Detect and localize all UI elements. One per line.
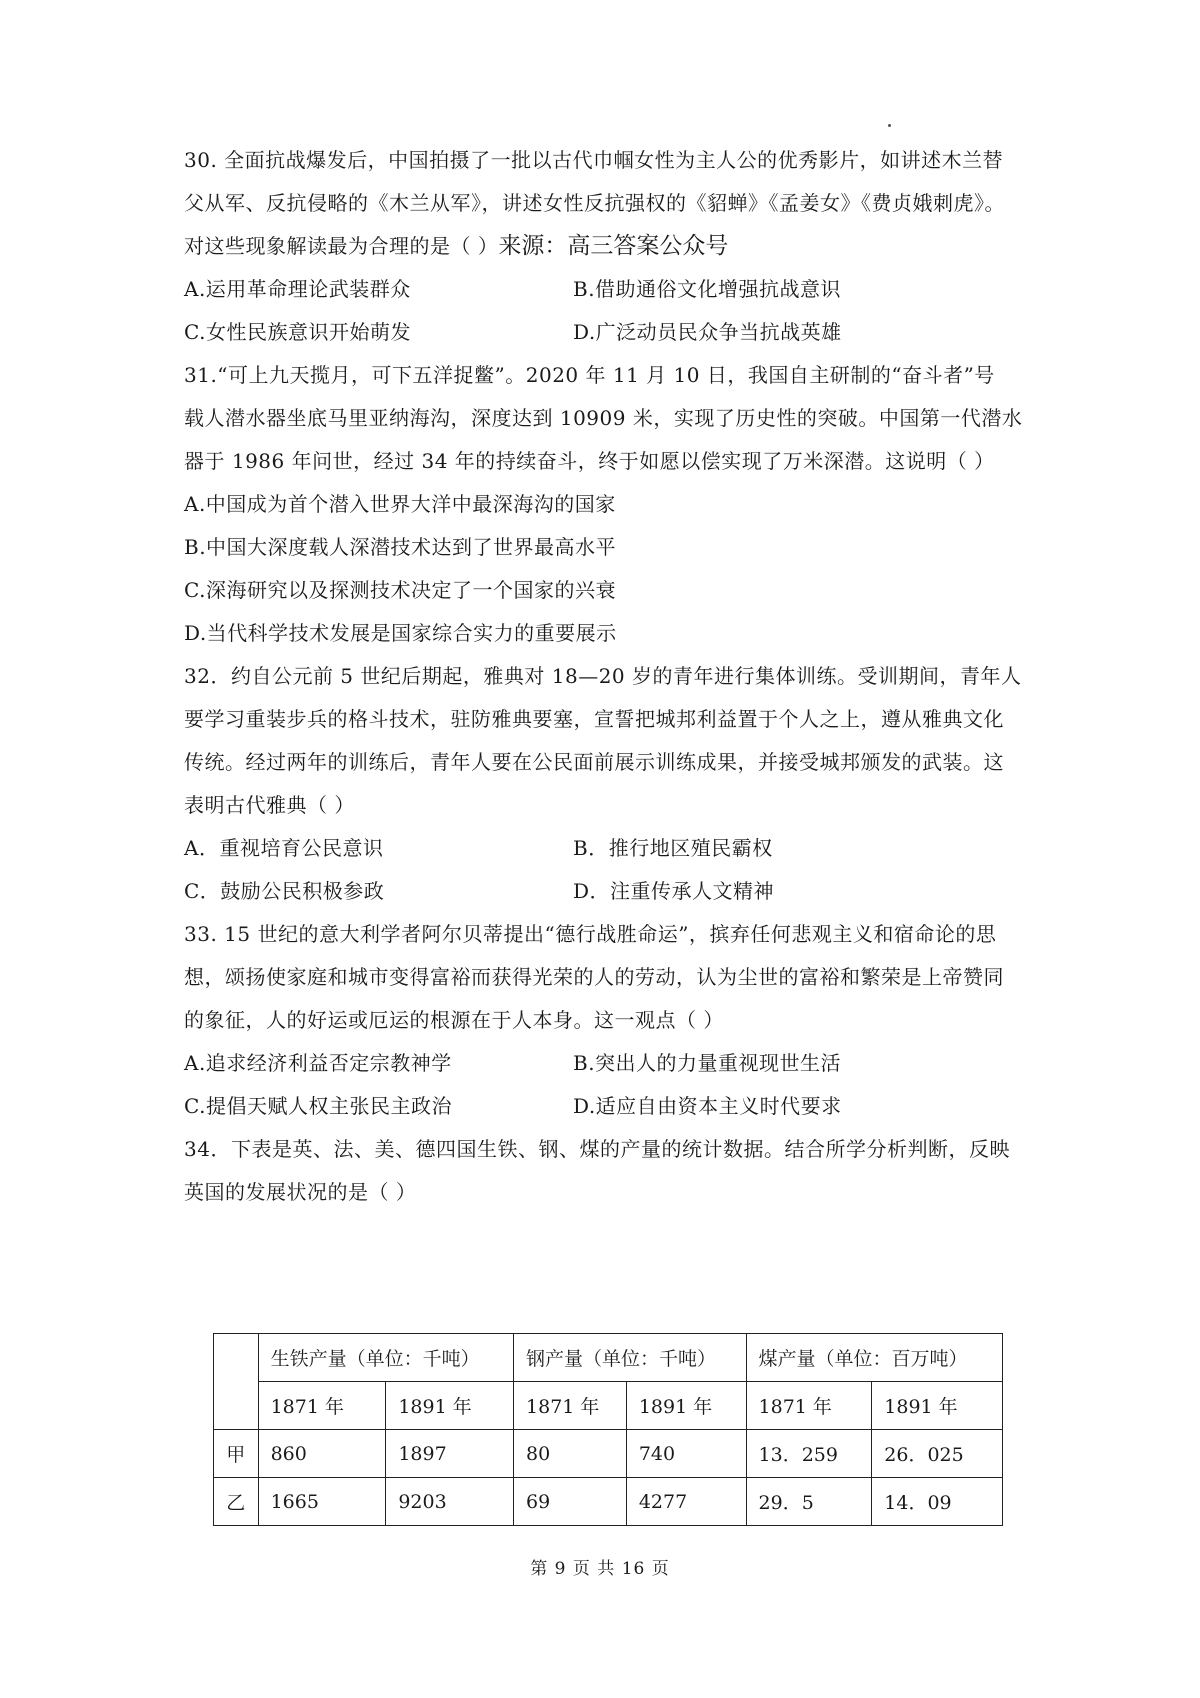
q31-line-1: 31.“可上九天揽月，可下五洋捉鳖”。2020 年 11 月 10 日，我国自主研制的“奋斗者”号 — [184, 363, 995, 387]
q33-line-2: 想，颂扬使家庭和城市变得富裕而获得光荣的人的劳动，认为尘世的富裕和繁荣是上帝赞同 — [184, 965, 1004, 989]
q30-option-b: B.借助通俗文化增强抗战意识 — [573, 277, 842, 301]
table-group-header: 煤产量（单位：百万吨） — [746, 1334, 1002, 1382]
table-cell: 860 — [258, 1430, 386, 1478]
q32-option-d: D．注重传承人文精神 — [573, 879, 775, 903]
q31-option-d: D.当代科学技术发展是国家综合实力的重要展示 — [184, 621, 617, 645]
table-cell: 4277 — [626, 1478, 746, 1526]
table-header-row — [214, 1334, 1003, 1382]
q30-option-d: D.广泛动员民众争当抗战英雄 — [573, 320, 842, 344]
table-cell: 80 — [514, 1430, 627, 1478]
q30-option-a: A.运用革命理论武装群众 — [184, 277, 411, 301]
q31-option-b: B.中国大深度载人深潜技术达到了世界最高水平 — [184, 535, 617, 559]
q30-option-c: C.女性民族意识开始萌发 — [184, 320, 411, 344]
q34-line-1: 34．下表是英、法、美、德四国生铁、钢、煤的产量的统计数据。结合所学分析判断，反映 — [184, 1137, 1010, 1161]
page-number: 第 9 页 共 16 页 — [530, 1559, 670, 1579]
q30-line-2: 父从军、反抗侵略的《木兰从军》，讲述女性反抗强权的《貂蝉》《孟姜女》《费贞娥刺虎》。 — [184, 191, 1005, 215]
q33-option-c: C.提倡天赋人权主张民主政治 — [184, 1094, 452, 1118]
table-cell: 1897 — [386, 1430, 514, 1478]
q30-stem-end: 对这些现象解读最为合理的是（ ） — [184, 234, 499, 258]
table-cell: 1665 — [258, 1478, 386, 1526]
production-table — [213, 1333, 1003, 1526]
table-cell: 69 — [514, 1478, 627, 1526]
table-row-label: 甲 — [214, 1430, 259, 1478]
q32-line-4: 表明古代雅典（ ） — [184, 793, 355, 817]
q33-line-1: 33. 15 世纪的意大利学者阿尔贝蒂提出“德行战胜命运”，摈弃任何悲观主义和宿命论的思 — [184, 922, 997, 946]
q32-option-c: C．鼓励公民积极参政 — [184, 879, 385, 903]
table-cell: 9203 — [386, 1478, 514, 1526]
table-cell: 26．025 — [872, 1430, 1003, 1478]
table-year-header: 1891 年 — [386, 1382, 514, 1430]
table-cell: 740 — [626, 1430, 746, 1478]
source-note: 来源：高三答案公众号 — [498, 233, 729, 259]
q31-line-3: 器于 1986 年问世，经过 34 年的持续奋斗，终于如愿以偿实现了万米深潜。这说明（ ） — [184, 449, 995, 473]
scan-speck — [888, 124, 891, 127]
table-year-header: 1871 年 — [258, 1382, 386, 1430]
q32-line-2: 要学习重装步兵的格斗技术，驻防雅典要塞，宣誓把城邦利益置于个人之上，遵从雅典文化 — [184, 707, 1004, 731]
table-group-header: 生铁产量（单位：千吨） — [258, 1334, 513, 1382]
q33-option-a: A.追求经济利益否定宗教神学 — [184, 1051, 452, 1075]
q33-option-b: B.突出人的力量重视现世生活 — [573, 1051, 842, 1075]
table-cell: 13．259 — [746, 1430, 872, 1478]
table-cell: 29．5 — [746, 1478, 872, 1526]
q31-line-2: 载人潜水器坐底马里亚纳海沟，深度达到 10909 米，实现了历史性的突破。中国第一代潜水 — [184, 406, 1023, 430]
table-year-header: 1891 年 — [872, 1382, 1003, 1430]
q32-option-b: B．推行地区殖民霸权 — [573, 836, 773, 860]
table-group-header: 钢产量（单位：千吨） — [514, 1334, 747, 1382]
q34-line-2: 英国的发展状况的是（ ） — [184, 1180, 417, 1204]
table-year-header: 1871 年 — [746, 1382, 872, 1430]
q33-option-d: D.适应自由资本主义时代要求 — [573, 1094, 842, 1118]
table-row-label: 乙 — [214, 1478, 259, 1526]
table-row — [214, 1430, 1003, 1478]
q31-option-a: A.中国成为首个潜入世界大洋中最深海沟的国家 — [184, 492, 616, 516]
q30-line-1: 30. 全面抗战爆发后，中国拍摄了一批以古代巾帼女性为主人公的优秀影片，如讲述木兰替 — [184, 148, 1004, 172]
table-cell: 14．09 — [872, 1478, 1003, 1526]
table-corner-cell — [214, 1334, 259, 1430]
table-year-header: 1871 年 — [514, 1382, 627, 1430]
q32-option-a: A．重视培育公民意识 — [184, 836, 384, 860]
q32-line-3: 传统。经过两年的训练后，青年人要在公民面前展示训练成果，并接受城邦颁发的武装。这 — [184, 750, 1004, 774]
q30-line-3 — [184, 232, 728, 260]
q33-line-3: 的象征，人的好运或厄运的根源在于人本身。这一观点（ ） — [184, 1008, 724, 1032]
table-year-row — [214, 1382, 1003, 1430]
q32-line-1: 32．约自公元前 5 世纪后期起，雅典对 18—20 岁的青年进行集体训练。受训期间，青年人 — [184, 664, 1022, 688]
q31-option-c: C.深海研究以及探测技术决定了一个国家的兴衰 — [184, 578, 616, 602]
table-year-header: 1891 年 — [626, 1382, 746, 1430]
table-row — [214, 1478, 1003, 1526]
